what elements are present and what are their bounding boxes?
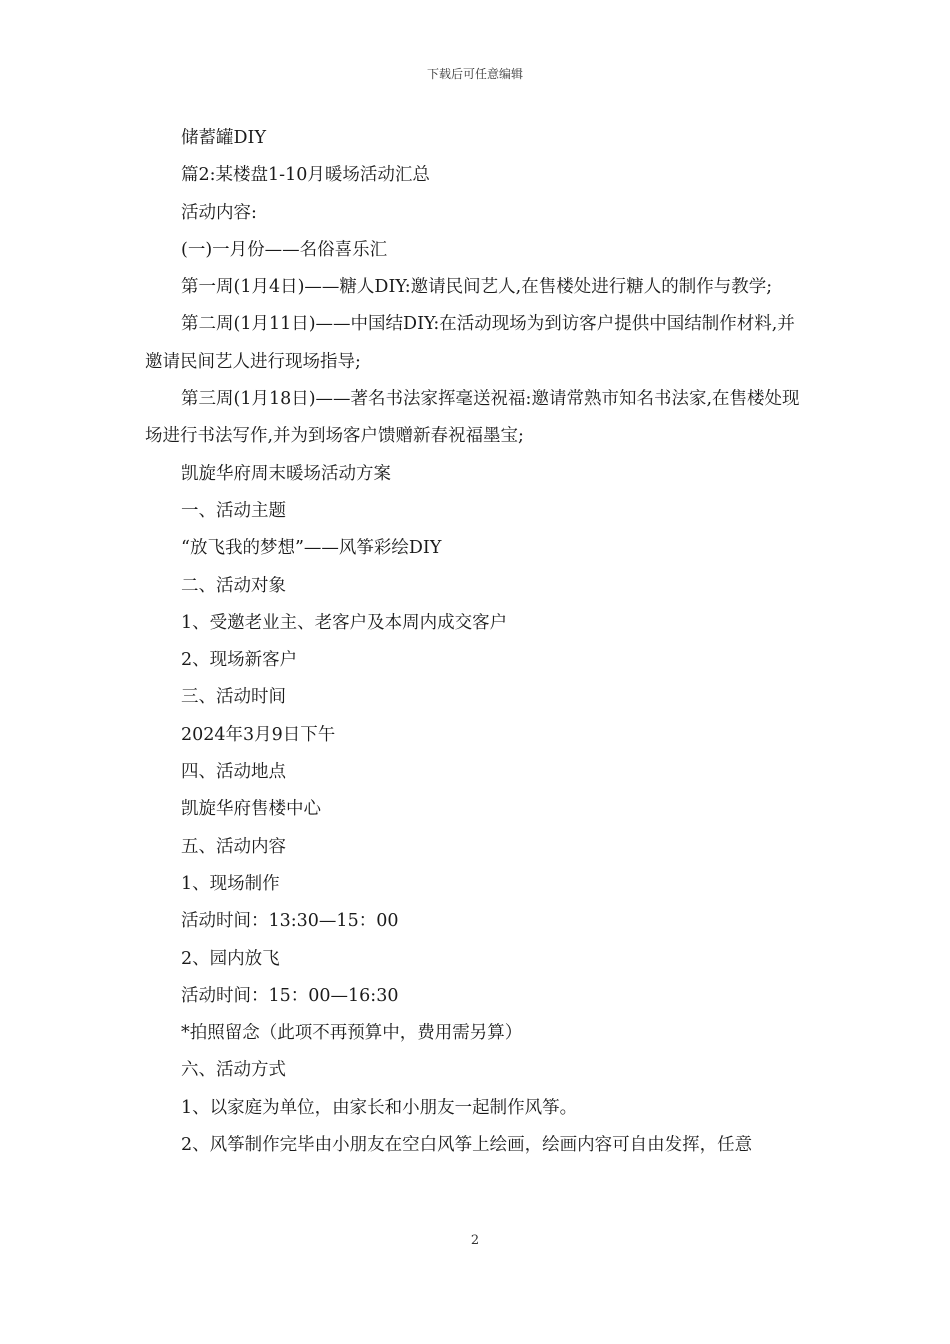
section-heading: 六、活动方式 xyxy=(181,1060,286,1081)
page-header: 下载后可任意编辑 xyxy=(426,67,523,81)
paragraph: 1、以家庭为单位，由家长和小朋友一起制作风筝。 xyxy=(181,1097,578,1118)
paragraph: *拍照留念（此项不再预算中，费用需另算） xyxy=(181,1023,523,1044)
paragraph: 活动内容: xyxy=(181,202,257,223)
paragraph: (一)一月份——名俗喜乐汇 xyxy=(181,239,388,260)
paragraph: 第二周(1月11日)——中国结DIY:在活动现场为到访客户提供中国结制作材料,并邀请民间艺人进行现场指导; xyxy=(145,314,795,372)
document-body xyxy=(145,120,809,1164)
paragraph: 凯旋华府周末暖场活动方案 xyxy=(181,463,391,484)
section-heading: 一、活动主题 xyxy=(181,500,286,521)
paragraph: 活动时间：15：00—16:30 xyxy=(181,985,399,1006)
paragraph: 2024年3月9日下午 xyxy=(181,724,336,745)
paragraph: 储蓄罐DIY xyxy=(181,128,266,148)
paragraph: 2、园内放飞 xyxy=(181,948,280,969)
section-heading: 二、活动对象 xyxy=(181,575,286,596)
section-heading: 三、活动时间 xyxy=(181,687,286,708)
section-heading: 五、活动内容 xyxy=(181,836,286,857)
paragraph: 第三周(1月18日)——著名书法家挥毫送祝福:邀请常熟市知名书法家,在售楼处现场进行书法写作,并为到场客户馈赠新春祝福墨宝; xyxy=(145,389,800,447)
page-number: 2 xyxy=(470,1233,480,1248)
section-heading: 四、活动地点 xyxy=(181,762,286,783)
paragraph: 凯旋华府售楼中心 xyxy=(181,799,321,820)
paragraph: 篇2:某楼盘1-10月暖场活动汇总 xyxy=(181,165,430,186)
paragraph: “放飞我的梦想”——风筝彩绘DIY xyxy=(181,538,442,559)
paragraph: 活动时间：13:30—15：00 xyxy=(181,911,399,932)
paragraph: 1、现场制作 xyxy=(181,873,280,894)
paragraph: 2、风筝制作完毕由小朋友在空白风筝上绘画，绘画内容可自由发挥，任意 xyxy=(181,1135,753,1156)
paragraph: 1、受邀老业主、老客户及本周内成交客户 xyxy=(181,612,508,633)
paragraph: 第一周(1月4日)——糖人DIY:邀请民间艺人,在售楼处进行糖人的制作与教学; xyxy=(181,277,773,298)
paragraph: 2、现场新客户 xyxy=(181,650,298,671)
